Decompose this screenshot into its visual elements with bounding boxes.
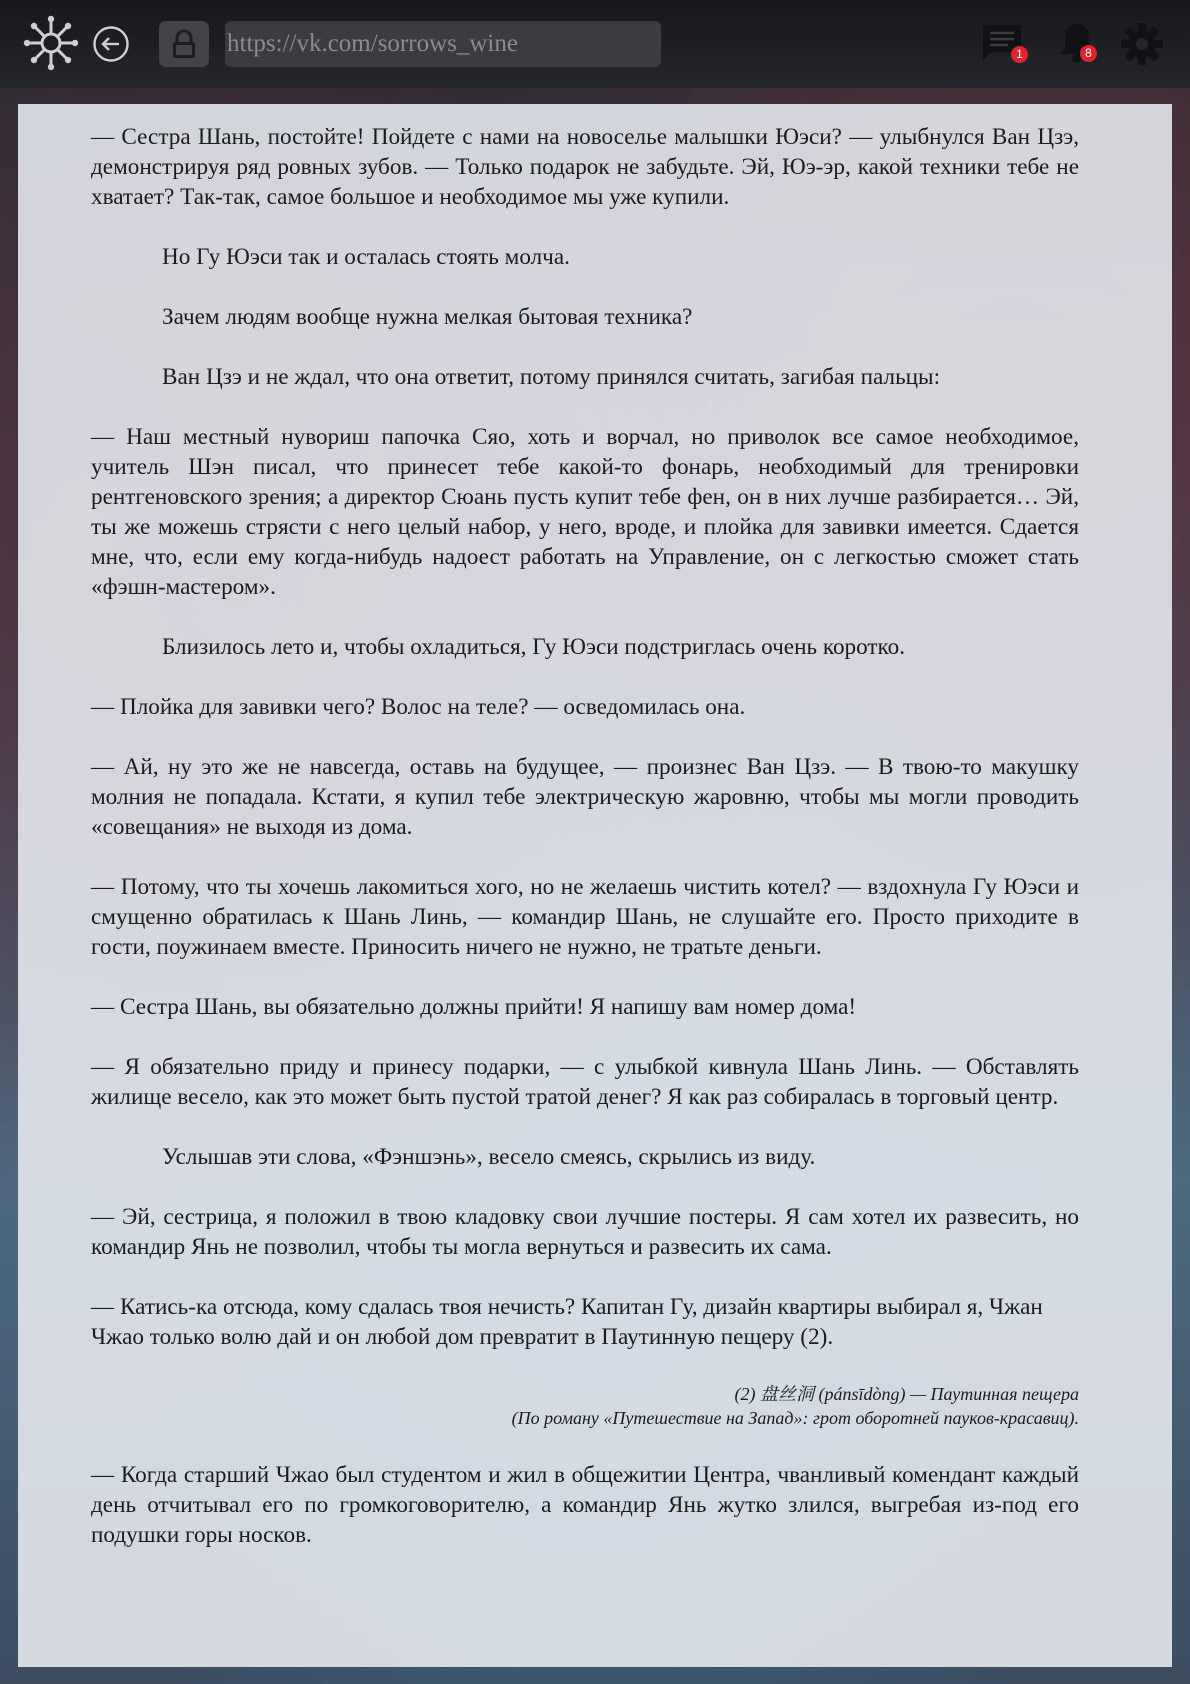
address-bar[interactable] <box>225 21 661 67</box>
paragraph: Ван Цзэ и не ждал, что она ответит, потому принялся считать, загибая пальцы: <box>162 364 941 390</box>
footnote-line: (2) 盘丝洞 (pánsīdòng) — Паутинная пещера <box>734 1384 1079 1404</box>
reading-page <box>18 104 1172 1667</box>
paragraph: Зачем людям вообще нужна мелкая бытовая техника? <box>162 304 693 330</box>
settings-button[interactable] <box>1120 22 1164 66</box>
paragraph: — Когда старший Чжао был студентом и жил в общежитии Центра, чванливый комендант каждый день отчитывал его по громкоговорителю, а командир Янь жутко злился, выгребая из-под его подушки горы носков. <box>91 1462 1079 1548</box>
paragraph: — Сестра Шань, вы обязательно должны прийти! Я напишу вам номер дома! <box>91 994 857 1020</box>
messages-button[interactable] <box>980 22 1030 66</box>
logo-icon[interactable] <box>22 14 80 72</box>
paragraph: Близилось лето и, чтобы охладиться, Гу Юэси подстриглась очень коротко. <box>162 634 906 660</box>
paragraph: — Катись-ка отсюда, кому сдалась твоя нечисть? Капитан Гу, дизайн квартиры выбирал я, Чжан Чжао только волю дай и он любой дом превратит в Паутинную пещеру (2). <box>91 1294 1043 1350</box>
paragraph: — Эй, сестрица, я положил в твою кладовку свои лучшие постеры. Я сам хотел их развесить, но командир Янь не позволил, чтобы ты могла вернуться и развесить их сама. <box>91 1204 1079 1260</box>
lock-button[interactable] <box>159 21 209 67</box>
paragraph: — Я обязательно приду и принесу подарки, — с улыбкой кивнула Шань Линь. — Обставлять жилище весело, как это может быть пустой тратой денег? Я как раз собиралась в торговый центр. <box>91 1054 1079 1110</box>
paragraph: — Ай, ну это же не навсегда, оставь на будущее, — произнес Ван Цзэ. — В твою-то макушку молния не попадала. Кстати, я купил тебе электрическую жаровню, чтобы мы могли проводить «совещания» не выходя из дома. <box>91 754 1079 840</box>
paragraph: Услышав эти слова, «Фэншэнь», весело смеясь, скрылись из виду. <box>162 1144 816 1170</box>
url-input[interactable] <box>227 30 659 58</box>
paragraph: — Наш местный нувориш папочка Сяо, хоть и ворчал, но приволок все самое необходимое, учитель Шэн писал, что принесет тебе какой-то фонарь, необходимый для тренировки рентгеновского зрения; а директор Сюань пусть купит тебе фен, он в них лучше разбирается… Эй, ты же можешь стрясти с него целый набор, у него, вроде, и плойка для завивки имеется. Сдается мне, что, если ему когда-нибудь надоест работать на Управление, он с легкостью сможет стать «фэшн-мастером». <box>91 424 1079 600</box>
messages-badge: 1 <box>1011 46 1028 63</box>
paragraph: — Сестра Шань, постойте! Пойдете с нами на новоселье малышки Юэси? — улыбнулся Ван Цзэ, демонстрируя ряд ровных зубов. — Только подарок не забудьте. Эй, Юэ-эр, какой техники тебе не хватает? Так-так, самое большое и необходимое мы уже купили. <box>91 124 1079 210</box>
paragraph: — Потому, что ты хочешь лакомиться хого, но не желаешь чистить котел? — вздохнула Гу Юэси и смущенно обратилась к Шань Линь, — командир Шань, не слушайте его. Просто приходите в гости, поужинаем вместе. Приносить ничего не нужно, не тратьте деньги. <box>91 874 1079 960</box>
back-icon[interactable] <box>92 25 130 63</box>
notifications-button[interactable] <box>1057 20 1101 66</box>
gear-icon <box>1120 22 1164 66</box>
article-text <box>91 122 1079 1580</box>
notifications-badge: 8 <box>1080 45 1097 62</box>
footnote-line: (По роману «Путешествие на Запад»: грот оборотней пауков-красавиц). <box>511 1408 1079 1428</box>
footnote <box>91 1382 1079 1430</box>
top-bar <box>0 0 1190 88</box>
lock-icon <box>170 29 198 59</box>
paragraph: — Плойка для завивки чего? Волос на теле? — осведомилась она. <box>91 694 746 720</box>
paragraph: Но Гу Юэси так и осталась стоять молча. <box>162 244 570 270</box>
